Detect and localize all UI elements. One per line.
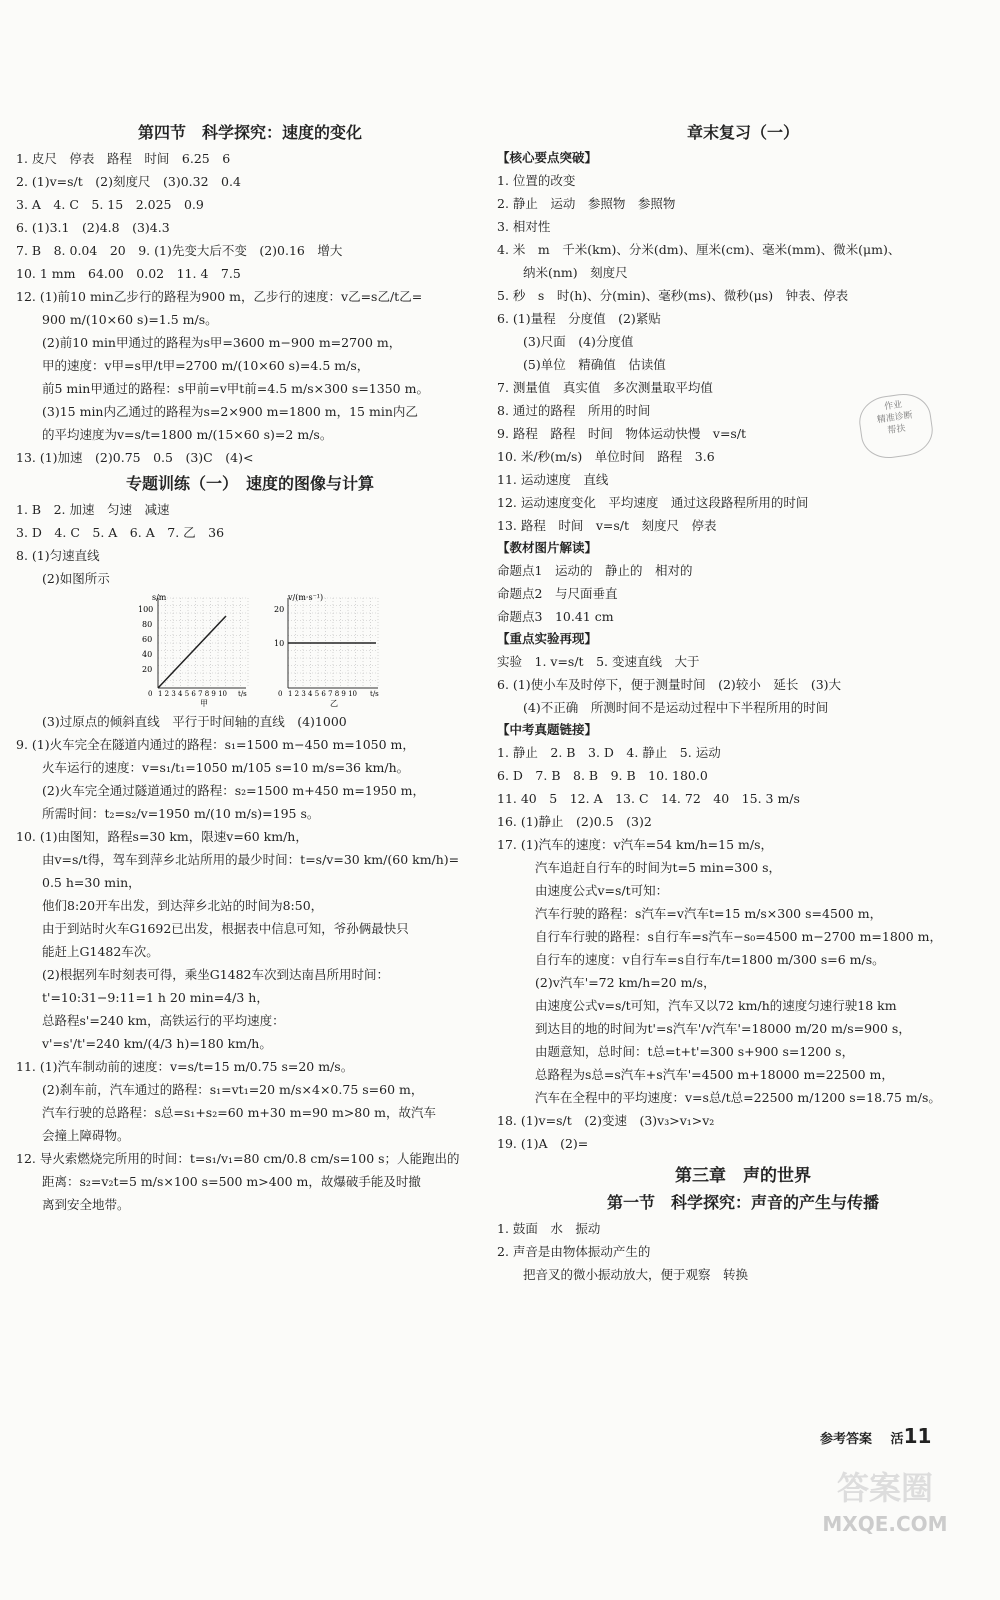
answer-line: 距离：s₂=v₂t=5 m/s×100 s=500 m>400 m，故爆破手能及时撤 <box>42 1174 421 1189</box>
answer-line: 总路程s'=240 km，高铁运行的平均速度： <box>42 1013 285 1028</box>
answer-line: 10. 米/秒(m/s) 单位时间 路程 3.6 <box>497 449 715 464</box>
answer-line: 6. (1)3.1 (2)4.8 (3)4.3 <box>16 220 170 235</box>
y-tick: 100 <box>138 605 154 614</box>
graphs <box>16 590 484 710</box>
y-tick: 20 <box>142 665 153 674</box>
answer-line: 能赶上G1482车次。 <box>42 944 159 959</box>
answer-line: 8. (1)匀速直线 <box>16 548 100 563</box>
answer-line: 2. 静止 运动 参照物 参照物 <box>497 196 676 211</box>
right-column <box>497 118 989 1286</box>
subsection-tag: 【中考真题链接】 <box>497 722 598 737</box>
answer-line: 所需时间：t₂=s₂/v=1950 m/(10 m/s)=195 s。 <box>42 806 320 821</box>
answer-line: (2)如图所示 <box>42 571 110 586</box>
answer-line: 他们8:20开车出发，到达萍乡北站的时间为8:50， <box>42 898 324 913</box>
answer-line: 由于到站时火车G1692已出发，根据表中信息可知，爷孙俩最快只 <box>42 921 409 936</box>
footer-label: 参考答案 <box>820 1432 873 1447</box>
y-tick: 10 <box>274 639 285 648</box>
answer-line: 汽车追赶自行车的时间为t=5 min=300 s， <box>535 860 782 875</box>
answer-line: 9. (1)火车完全在隧道内通过的路程：s₁=1500 m−450 m=1050 m， <box>16 737 415 752</box>
stamp: 作业 精准诊断 帮扶 <box>856 390 936 461</box>
answer-line: (2)前10 min甲通过的路程为s甲=3600 m−900 m=2700 m， <box>42 335 402 350</box>
y-tick: 0 <box>148 690 153 698</box>
answers-block <box>497 559 989 628</box>
watermark: 答案圈 MXQE.COM <box>822 1469 948 1536</box>
answer-line: (4)不正确 所测时间不是运动过程中下半程所用的时间 <box>523 700 829 715</box>
answer-line: 13. 路程 时间 v=s/t 刻度尺 停表 <box>497 518 717 533</box>
answer-line: 实验 1. v=s/t 5. 变速直线 大于 <box>497 654 700 669</box>
x-ticks: 1 2 3 4 5 6 7 8 9 10 <box>158 690 228 698</box>
answer-line: 6. (1)量程 分度值 (2)紧贴 <box>497 311 661 326</box>
answer-line: (3)15 min内乙通过的路程为s=2×900 m=1800 m，15 min内乙 <box>42 404 418 419</box>
answer-line: 1. 皮尺 停表 路程 时间 6.25 6 <box>16 151 231 166</box>
graph-s-t <box>136 590 256 708</box>
answer-line: 到达目的地的时间为t'=s汽车'/v汽车'=18000 m/20 m/s=900 s， <box>535 1021 911 1036</box>
answer-line: 2. (1)v=s/t (2)刻度尺 (3)0.32 0.4 <box>16 174 241 189</box>
answer-line: 纳米(nm) 刻度尺 <box>523 265 628 280</box>
answer-line: 自行车的速度：v自行车=s自行车/t=1800 m/300 s=6 m/s。 <box>535 952 885 967</box>
answer-line: (2)刹车前，汽车通过的路程：s₁=vt₁=20 m/s×4×0.75 s=60 m， <box>42 1082 424 1097</box>
answers-block <box>16 498 484 590</box>
answer-line: 7. B 8. 0.04 20 9. (1)先变大后不变 (2)0.16 增大 <box>16 243 343 258</box>
answer-line: 3. A 4. C 5. 15 2.025 0.9 <box>16 197 204 212</box>
answer-line: (2)v汽车'=72 km/h=20 m/s， <box>535 975 716 990</box>
answer-line: 13. (1)加速 (2)0.75 0.5 (3)C (4)< <box>16 450 254 465</box>
answer-line: 的平均速度为v=s/t=1800 m/(15×60 s)=2 m/s。 <box>42 427 333 442</box>
graph-v-t <box>266 590 396 708</box>
answer-line: 18. (1)v=s/t (2)变速 (3)v₃>v₁>v₂ <box>497 1113 715 1128</box>
answer-line: 由题意知，总时间：t总=t+t'=300 s+900 s=1200 s， <box>535 1044 855 1059</box>
answer-line: 10. 1 mm 64.00 0.02 11. 4 7.5 <box>16 266 241 281</box>
page-number: 11 <box>903 1424 932 1448</box>
answer-line: 11. 40 5 12. A 13. C 14. 72 40 15. 3 m/s <box>497 791 800 806</box>
answer-line: 由速度公式v=s/t可知： <box>535 883 669 898</box>
answer-line: 前5 min甲通过的路程：s甲前=v甲t前=4.5 m/s×300 s=1350 m。 <box>42 381 429 396</box>
answer-line: 命题点2 与尺面垂直 <box>497 586 618 601</box>
answers-block <box>497 169 989 537</box>
x-unit: t/s <box>370 690 379 698</box>
y-tick: 60 <box>142 635 153 644</box>
answer-line: 汽车在全程中的平均速度：v=s总/t总=22500 m/1200 s=18.75 m/s。 <box>535 1090 941 1105</box>
answers-block <box>16 710 484 1216</box>
answer-line: 16. (1)静止 (2)0.5 (3)2 <box>497 814 652 829</box>
answer-line: t'=10:31−9:11=1 h 20 min=4/3 h， <box>42 990 269 1005</box>
section-title: 专题训练（一） 速度的图像与计算 <box>125 474 374 493</box>
answer-line: 3. D 4. C 5. A 6. A 7. 乙 36 <box>16 525 225 540</box>
page-footer <box>820 1424 931 1448</box>
graph-caption: 乙 <box>330 699 338 708</box>
answer-line: 2. 声音是由物体振动产生的 <box>497 1244 651 1259</box>
answer-line: 11. 运动速度 直线 <box>497 472 609 487</box>
x-ticks: 1 2 3 4 5 6 7 8 9 10 <box>288 690 358 698</box>
answer-line: (3)过原点的倾斜直线 平行于时间轴的直线 (4)1000 <box>42 714 347 729</box>
answer-line: 由速度公式v=s/t可知，汽车又以72 km/h的速度匀速行驶18 km <box>535 998 897 1013</box>
answer-line: 1. 静止 2. B 3. D 4. 静止 5. 运动 <box>497 745 721 760</box>
chapter-title: 第三章 声的世界 <box>675 1166 811 1186</box>
answer-line: 6. D 7. B 8. B 9. B 10. 180.0 <box>497 768 708 783</box>
answer-line: 12. 运动速度变化 平均速度 通过这段路程所用的时间 <box>497 495 809 510</box>
answer-line: 12. 导火索燃烧完所用的时间：t=s₁/v₁=80 cm/0.8 cm/s=100 s；人能跑出的 <box>16 1151 460 1166</box>
answer-line: 1. B 2. 加速 匀速 减速 <box>16 502 170 517</box>
subsection-tag: 【教材图片解读】 <box>497 540 598 555</box>
answer-line: 3. 相对性 <box>497 219 551 234</box>
answer-line: 1. 鼓面 水 振动 <box>497 1221 601 1236</box>
answer-line: 11. (1)汽车制动前的速度：v=s/t=15 m/0.75 s=20 m/s。 <box>16 1059 354 1074</box>
footer-prefix: 活 <box>890 1432 904 1447</box>
answer-line: 命题点1 运动的 静止的 相对的 <box>497 563 693 578</box>
answer-line: 10. (1)由图知，路程s=30 km，限速v=60 km/h， <box>16 829 308 844</box>
answer-line: 把音叉的微小振动放大，便于观察 转换 <box>523 1267 749 1282</box>
answer-line: 会撞上障碍物。 <box>42 1128 130 1143</box>
answer-line: 汽车行驶的总路程：s总=s₁+s₂=60 m+30 m=90 m>80 m，故汽车 <box>42 1105 437 1120</box>
answer-line: 9. 路程 路程 时间 物体运动快慢 v=s/t <box>497 426 747 441</box>
answer-line: (2)根据列车时刻表可得，乘坐G1482车次到达南昌所用时间： <box>42 967 390 982</box>
answer-line: 总路程为s总=s汽车+s汽车'=4500 m+18000 m=22500 m， <box>535 1067 894 1082</box>
axis-label: v/(m·s⁻¹) <box>288 593 324 602</box>
answers-block <box>16 147 484 469</box>
answer-line: 7. 测量值 真实值 多次测量取平均值 <box>497 380 713 395</box>
x-unit: t/s <box>238 690 247 698</box>
answer-line: 命题点3 10.41 cm <box>497 609 614 624</box>
subsection-tag: 【重点实验再现】 <box>497 631 598 646</box>
section-title: 章末复习（一） <box>686 123 799 142</box>
answer-line: (5)单位 精确值 估读值 <box>523 357 666 372</box>
line-s-t <box>158 616 226 688</box>
answer-line: 1. 位置的改变 <box>497 173 576 188</box>
answer-line: 4. 米 m 千米(km)、分米(dm)、厘米(cm)、毫米(mm)、微米(μm)、 <box>497 242 901 257</box>
subsection-tag: 【核心要点突破】 <box>497 150 598 165</box>
answer-line: (3)尺面 (4)分度值 <box>523 334 634 349</box>
answer-line: (2)火车完全通过隧道通过的路程：s₂=1500 m+450 m=1950 m， <box>42 783 426 798</box>
answer-line: 自行车行驶的路程：s自行车=s汽车−s₀=4500 m−2700 m=1800 m， <box>535 929 943 944</box>
answer-line: 0.5 h=30 min， <box>42 875 141 890</box>
left-column <box>16 118 484 1216</box>
answers-block <box>497 650 989 719</box>
answer-line: v'=s'/t'=240 km/(4/3 h)=180 km/h。 <box>42 1036 272 1051</box>
answer-line: 8. 通过的路程 所用的时间 <box>497 403 651 418</box>
answer-line: 17. (1)汽车的速度：v汽车=54 km/h=15 m/s， <box>497 837 773 852</box>
answer-line: 900 m/(10×60 s)=1.5 m/s。 <box>42 312 218 327</box>
answer-line: 汽车行驶的路程：s汽车=v汽车t=15 m/s×300 s=4500 m， <box>535 906 883 921</box>
answers-block <box>497 1217 989 1286</box>
y-tick: 40 <box>142 650 153 659</box>
section-title: 第一节 科学探究：声音的产生与传播 <box>606 1193 879 1212</box>
answer-line: 甲的速度：v甲=s甲/t甲=2700 m/(10×60 s)=4.5 m/s， <box>42 358 370 373</box>
answer-line: 离到安全地带。 <box>42 1197 130 1212</box>
axis-label: s/m <box>152 593 167 602</box>
answer-line: 19. (1)A (2)= <box>497 1136 589 1151</box>
y-tick: 80 <box>142 620 153 629</box>
answers-block <box>497 741 989 1155</box>
answer-line: 12. (1)前10 min乙步行的路程为900 m，乙步行的速度：v乙=s乙/t乙= <box>16 289 423 304</box>
answer-line: 火车运行的速度：v=s₁/t₁=1050 m/105 s=10 m/s=36 km/h。 <box>42 760 410 775</box>
answer-line: 由v=s/t得，驾车到萍乡北站所用的最少时间：t=s/v=30 km/(60 km/h)= <box>42 852 460 867</box>
y-tick: 20 <box>274 605 285 614</box>
answer-line: 6. (1)使小车及时停下，便于测量时间 (2)较小 延长 (3)大 <box>497 677 842 692</box>
y-tick: 0 <box>278 690 283 698</box>
answer-line: 5. 秒 s 时(h)、分(min)、毫秒(ms)、微秒(μs) 钟表、停表 <box>497 288 849 303</box>
section-title: 第四节 科学探究：速度的变化 <box>137 123 362 142</box>
graph-caption: 甲 <box>200 699 208 708</box>
